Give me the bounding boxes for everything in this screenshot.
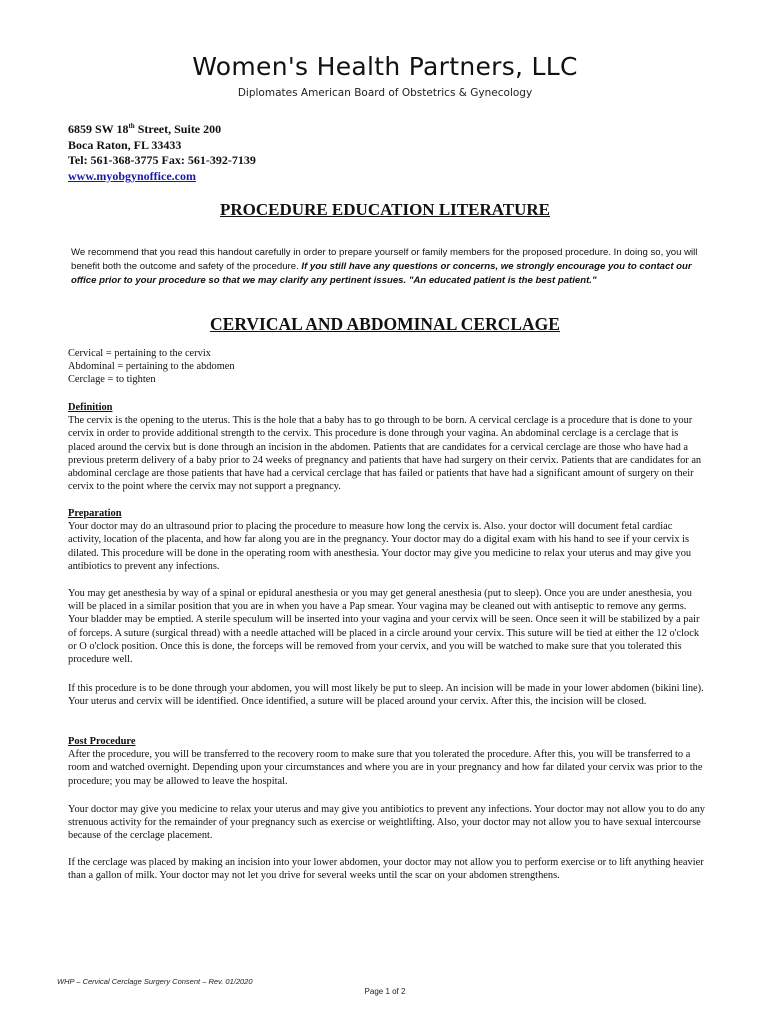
preparation-paragraph-3: If this procedure is to be done through your abdomen, you will most likely be put to sleep. An incision will be made in your lower abdomen (bikini line). Your uterus and cervix will be identified. Once identified, a suture will be placed around your cervix. After this, the incision will be closed. xyxy=(68,683,704,708)
preparation-paragraph-2: You may get anesthesia by way of a spinal or epidural anesthesia or you may get general anesthesia (put to sleep). Once you are under anesthesia, you will be placed in a similar position that you are in when you have a Pap smear. Your vagina may be cleaned out with antiseptic to remove any germs. Your bladder may be emptied. A sterile speculum will be inserted into your vagina and your cervix will be seen. Once seen it will be stabilized by a pair of forceps. A suture (surgical thread) with a needle attached will be placed in a circle around your cervix. This suture will be tied at either the 12 o'clock or O o'clock position. Once this is done, the forceps will be removed from your cervix, and you will be watched to make sure that you tolerated this procedure well. xyxy=(68,588,700,666)
post-procedure-paragraph-1: After the procedure, you will be transferred to the recovery room to make sure that you tolerated the procedure. After this, you will be transferred to a room and watched overnight. Depending upon your circumstances and where you are in your pregnancy and how far dilated your cervix was prior to the procedure; you may be allowed to leave the hospital. xyxy=(68,749,703,787)
definition-abdominal: Abdominal = pertaining to the abdomen xyxy=(68,361,235,373)
street-address: 6859 SW 18th Street, Suite 200 xyxy=(68,122,222,136)
preparation-paragraph-1: Your doctor may do an ultrasound prior to placing the procedure to measure how long the cervix is. Also. your doctor will document fetal cardiac activity, location of the placenta, and how far along you are in the pregnancy. Your doctor may do a digital exam with his hand to see if your cervix is dilated. This procedure will be done in the operating room with anesthesia. Your doctor may give you medicine to relax your uterus and may give you antibiotics to prevent any infections. xyxy=(68,521,692,572)
definition-cerclage: Cerclage = to tighten xyxy=(68,374,156,386)
address-block xyxy=(68,119,256,184)
post-procedure-paragraph-2: Your doctor may give you medicine to relax your uterus and may give you antibiotics to prevent any infections. Your doctor may not allow you to do any strenuous activity for the remainder of your pregnancy such as exercise or weightlifting. Also, your doctor may not allow you to have sexual intercourse because of the cerclage placement. xyxy=(68,804,705,842)
city-line: Boca Raton, FL 33433 xyxy=(68,137,182,152)
preparation-section xyxy=(68,507,706,573)
post-procedure-section xyxy=(68,735,706,788)
org-name: Women's Health Partners, LLC xyxy=(192,52,578,81)
website-link[interactable]: www.myobgynoffice.com xyxy=(68,168,196,183)
page-number: Page 1 of 2 xyxy=(364,987,406,996)
intro-text: We recommend that you read this handout carefully in order to prepare yourself or family members for the proposed procedure. In doing so, you will benefit both the outcome and safety of the procedure. xyxy=(71,247,698,272)
definition-heading: Definition xyxy=(68,402,113,413)
definitions-list xyxy=(68,347,706,387)
section-title: CERVICAL AND ABDOMINAL CERCLAGE xyxy=(210,314,560,334)
document-title: PROCEDURE EDUCATION LITERATURE xyxy=(220,200,550,219)
letterhead xyxy=(0,52,770,99)
phone-line: Tel: 561-368-3775 Fax: 561-392-7139 xyxy=(68,153,256,167)
org-subtitle: Diplomates American Board of Obstetrics & Gynecology xyxy=(237,87,533,99)
preparation-heading: Preparation xyxy=(68,508,122,519)
form-id: WHP – Cervical Cerclage Surgery Consent – Rev. 01/2020 xyxy=(57,977,253,986)
post-procedure-heading: Post Procedure xyxy=(68,736,136,747)
post-procedure-paragraph-3: If the cerclage was placed by making an incision into your lower abdomen, your doctor may not allow you to perform exercise or to lift anything heavier than a gallon of milk. Your doctor may not let you drive for several weeks until the scar on your abdomen strengthens. xyxy=(68,857,704,882)
intro-paragraph xyxy=(71,246,707,288)
definition-section xyxy=(68,401,706,493)
definition-cervical: Cervical = pertaining to the cervix xyxy=(68,348,211,359)
intro-emphasis: If you still have any questions or concerns, we strongly encourage you to contact our office prior to your procedure so that we may clarify any pertinent issues. "An educated patient is the best patient." xyxy=(71,261,692,286)
definition-text: The cervix is the opening to the uterus. This is the hole that a baby has to go through to be born. A cervical cerclage is a procedure that is done to your cervix in order to provide additional strength to the cervix. This procedure is done through your vagina. An abdominal cerclage is a cerclage that is placed around the cervix but is done through an incision in the abdomen. Patients that are candidates for a cervical cerclage are those who have had a previous preterm delivery of a baby prior to 24 weeks of pregnancy and patients that have had surgery on their cervix. Patients that are candidates for an abdominal cerclage are those patients that have had a cervical cerclage that has failed or patients that have had a significant amount of surgery on their cervix to the point where the cervix may not support a pregnancy. xyxy=(68,415,702,493)
